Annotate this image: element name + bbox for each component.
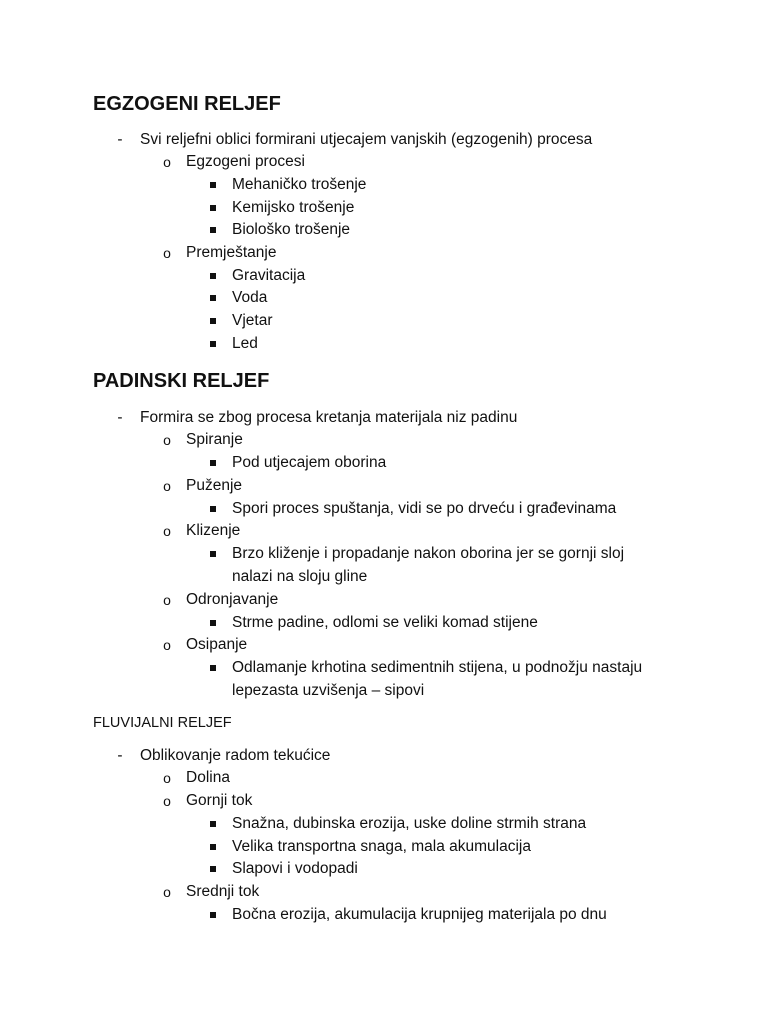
square-bullet-icon — [210, 665, 216, 671]
list-item-level2: o Spiranje — [162, 429, 243, 452]
square-bullet-icon — [210, 506, 216, 512]
list-item-continuation: nalazi na sloju gline — [232, 568, 368, 585]
square-bullet-icon — [210, 844, 216, 850]
circle-bullet-icon: o — [163, 770, 171, 786]
list-item-level1: - Oblikovanje radom tekućice — [115, 745, 330, 768]
section-heading-egzogeni: EGZOGENI RELJEF — [93, 93, 281, 115]
list-item-level3: Strme padine, odlomi se veliki komad stijene — [210, 612, 538, 635]
square-bullet-icon — [210, 551, 216, 557]
square-bullet-icon — [210, 295, 216, 301]
list-item-level3: Voda — [210, 287, 267, 310]
dash-bullet-icon: - — [117, 747, 123, 764]
list-item-level3: Led — [210, 333, 258, 356]
square-bullet-icon — [210, 866, 216, 872]
list-item-level3: Biološko trošenje — [210, 219, 350, 242]
list-item-level2: o Puženje — [162, 475, 242, 498]
circle-bullet-icon: o — [163, 478, 171, 494]
list-item-level1: - Formira se zbog procesa kretanja materijala niz padinu — [115, 407, 517, 430]
list-item-level3: Velika transportna snaga, mala akumulacija — [210, 836, 531, 859]
circle-bullet-icon: o — [163, 245, 171, 261]
circle-bullet-icon: o — [163, 884, 171, 900]
list-item-level3: Odlamanje krhotina sedimentnih stijena, u podnožju nastaju — [210, 657, 642, 680]
list-item-level2: o Egzogeni procesi — [162, 151, 305, 174]
circle-bullet-icon: o — [163, 793, 171, 809]
square-bullet-icon — [210, 318, 216, 324]
list-item-level3: Spori proces spuštanja, vidi se po drveću i građevinama — [210, 498, 616, 521]
square-bullet-icon — [210, 205, 216, 211]
square-bullet-icon — [210, 460, 216, 466]
circle-bullet-icon: o — [163, 637, 171, 653]
section-heading-fluvijalni: FLUVIJALNI RELJEF — [93, 715, 232, 731]
list-item-level3: Brzo kliženje i propadanje nakon oborina jer se gornji sloj — [210, 543, 624, 566]
list-item-level2: o Dolina — [162, 767, 230, 790]
square-bullet-icon — [210, 620, 216, 626]
section-heading-padinski: PADINSKI RELJEF — [93, 370, 270, 392]
list-item-level1: - Svi reljefni oblici formirani utjecajem vanjskih (egzogenih) procesa — [115, 129, 592, 152]
list-item-level3: Gravitacija — [210, 265, 305, 288]
list-item-level2: o Premještanje — [162, 242, 276, 265]
list-item-level3: Bočna erozija, akumulacija krupnijeg materijala po dnu — [210, 904, 607, 927]
list-item-level3: Vjetar — [210, 310, 273, 333]
list-item-level3: Snažna, dubinska erozija, uske doline strmih strana — [210, 813, 586, 836]
list-item-level3: Slapovi i vodopadi — [210, 858, 358, 881]
list-item-level2: o Srednji tok — [162, 881, 259, 904]
list-item-level3: Kemijsko trošenje — [210, 197, 354, 220]
list-item-level2: o Klizenje — [162, 520, 240, 543]
circle-bullet-icon: o — [163, 592, 171, 608]
square-bullet-icon — [210, 227, 216, 233]
square-bullet-icon — [210, 182, 216, 188]
square-bullet-icon — [210, 273, 216, 279]
square-bullet-icon — [210, 912, 216, 918]
list-item-continuation: lepezasta uzvišenja – sipovi — [232, 682, 425, 699]
list-item-level2: o Osipanje — [162, 634, 247, 657]
dash-bullet-icon: - — [117, 409, 123, 426]
list-item-level3: Mehaničko trošenje — [210, 174, 366, 197]
circle-bullet-icon: o — [163, 154, 171, 170]
list-item-level3: Pod utjecajem oborina — [210, 452, 386, 475]
list-item-level2: o Gornji tok — [162, 790, 252, 813]
circle-bullet-icon: o — [163, 432, 171, 448]
dash-bullet-icon: - — [117, 131, 123, 148]
square-bullet-icon — [210, 821, 216, 827]
list-item-level2: o Odronjavanje — [162, 589, 278, 612]
square-bullet-icon — [210, 341, 216, 347]
circle-bullet-icon: o — [163, 523, 171, 539]
